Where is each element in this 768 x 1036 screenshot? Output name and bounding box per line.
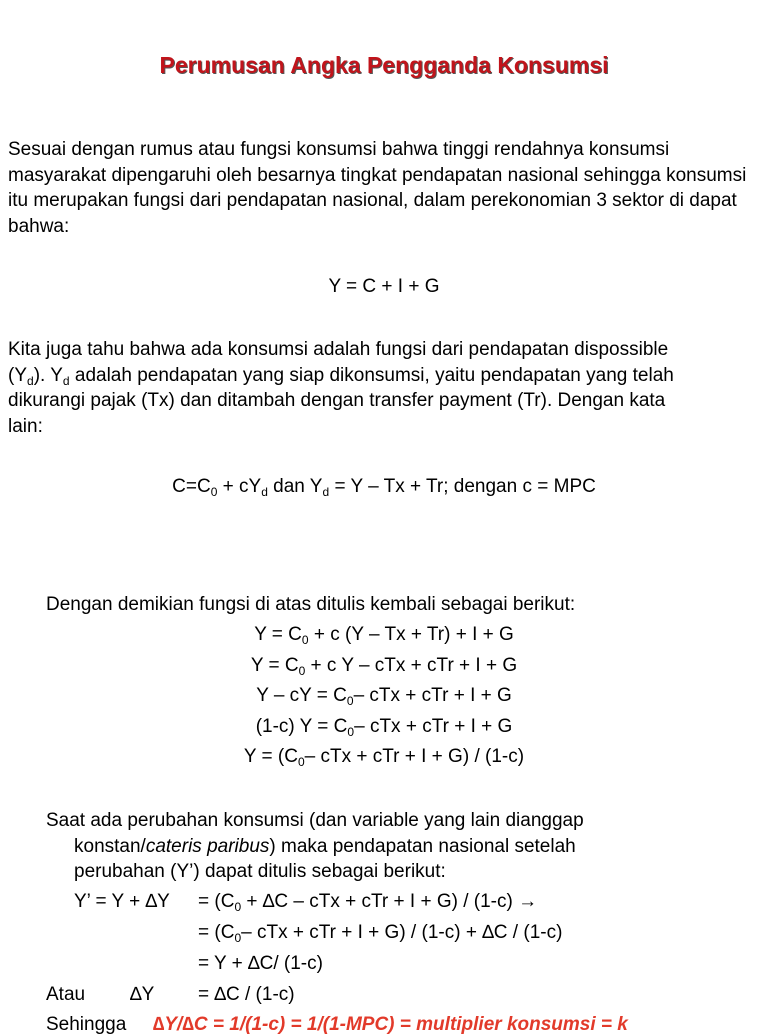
delta-y-label: ∆Y — [130, 984, 155, 1005]
page-title: Perumusan Angka Pengganda Konsumsi — [159, 52, 609, 78]
derivation-block — [0, 620, 768, 773]
derivation-line-3: Y – cY = $C_0-$ cTx + cTr + I + G — [256, 685, 512, 708]
equation-consumption: $C=C_0 + cY_d$ dan $Y_d = Y - Tx + Tr$; dengan c = MPC — [172, 476, 596, 499]
para2-line-4: lain: — [8, 416, 43, 438]
final-row-3: = Y + ∆C/ (1-c) — [198, 953, 323, 974]
derivation-line-1: $Y = C_0 + c$ (Y – Tx + Tr) + I + G — [254, 624, 514, 647]
derivation-line-2: $Y = C_0 + c$ Y – cTx + cTr + I + G — [250, 654, 518, 678]
intro-paragraph: Sesuai dengan rumus atau fungsi konsumsi bahwa tinggi rendahnya konsumsi masyarakat dipengaruhi oleh besarnya tingkat pendapatan nasional sehingga konsumsi itu merupakan fungsi dari pendapatan nasional, dalam perekonomian 3 sektor di dapat bahwa: — [8, 139, 747, 238]
paragraph-derivation-intro: Dengan demikian fungsi di atas ditulis kembali sebagai berikut: — [46, 594, 576, 615]
final-row-1: = ($C_0 + \Delta C$ – cTx + cTr + I + G) / (1-c) → — [198, 891, 538, 914]
final-row-4: = ∆C / (1-c) — [198, 984, 295, 1005]
paragraph-change-consumption: Saat ada perubahan konsumsi (dan variable yang lain dianggap konstan/cateris paribus) maka pendapatan nasional setelah perubahan (Y’) dapat ditulis sebagai berikut: — [46, 810, 584, 882]
final-lhs: Y’ = Y + ∆Y — [74, 891, 170, 912]
final-row-2: = ($C_0-$ cTx + cTr + I + G) / (1-c) + ∆C / (1-c) — [198, 922, 563, 945]
paragraph-disposable-income — [8, 337, 763, 440]
equation-identity: Y = C + I + G — [328, 276, 440, 297]
derivation-line-4: (1-c) $Y = C_0-$ cTx + cTr + I + G — [255, 715, 513, 739]
multiplier-highlight: ∆Y/∆C = 1/(1-c) = 1/(1-MPC) = multiplier konsumsi = k — [152, 1014, 628, 1035]
atau-label: Atau — [46, 984, 86, 1005]
para2-line-3: dikurangi pajak (Tx) dan ditambah dengan transfer payment (Tr). Dengan kata — [8, 390, 666, 412]
derivation-line-5: $Y = (C_0-$ cTx + cTr + I + G) / (1-c) — [243, 746, 525, 769]
para2-line-1: Kita juga tahu bahwa ada konsumsi adalah fungsi dari pendapatan dispossible — [8, 339, 669, 360]
para2-line-2: $(Y_d)$. $Y_d$ adalah pendapatan yang siap dikonsumsi, yaitu pendapatan yang telah — [8, 364, 674, 388]
cut-off-line: Sehingga ∆Y/∆C = 1/(1-c) = 1/(1-MPC) = multiplier konsumsi = k — [46, 1014, 628, 1035]
